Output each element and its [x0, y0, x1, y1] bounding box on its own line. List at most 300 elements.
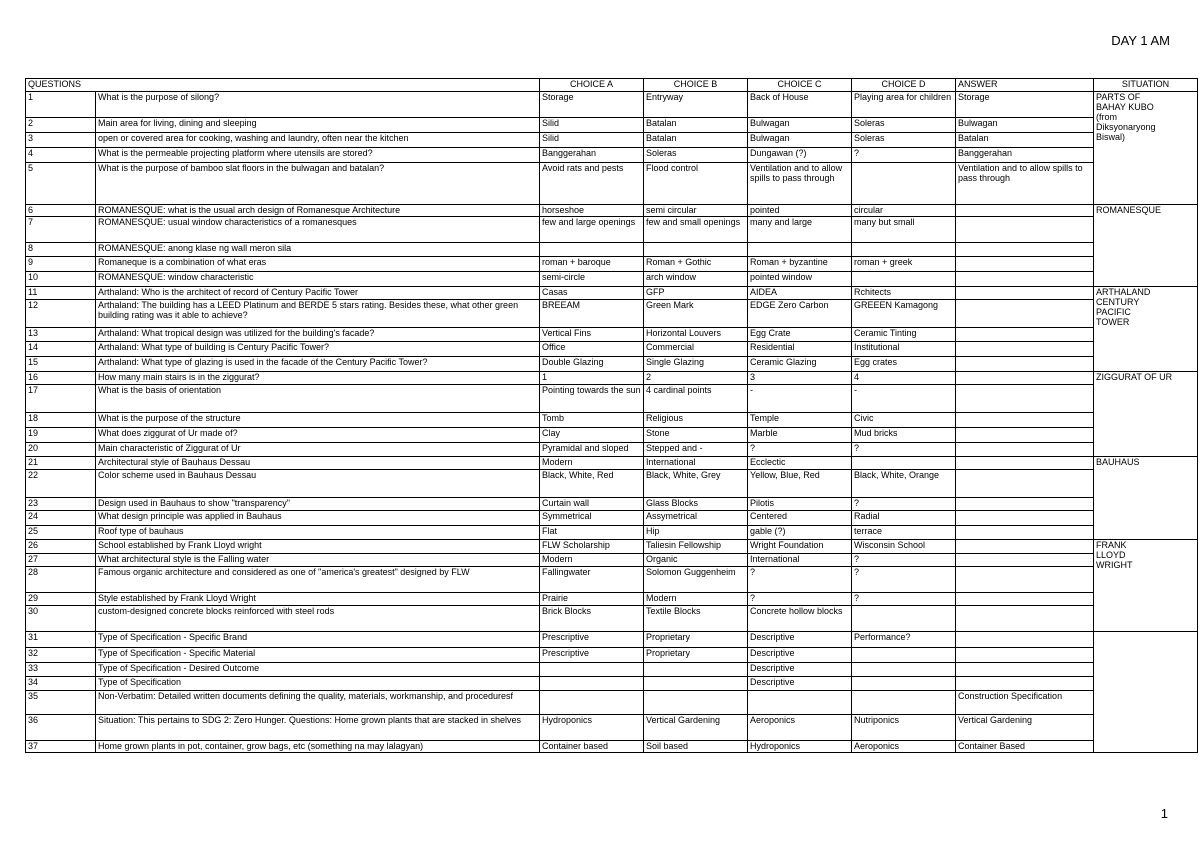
- choice-d-cell: circular: [852, 205, 956, 217]
- answer-cell: [956, 457, 1094, 470]
- choice-b-cell: Stepped and -: [644, 443, 748, 457]
- choice-a-cell: BREEAM: [540, 300, 644, 328]
- choice-b-cell: Entryway: [644, 92, 748, 118]
- choice-b-cell: Glass Blocks: [644, 498, 748, 511]
- answer-cell: [956, 593, 1094, 606]
- table-row: [26, 372, 1198, 385]
- table-row: [26, 593, 1198, 606]
- choice-a-cell: [540, 243, 644, 257]
- situation-line: Diksyonaryong: [1096, 122, 1156, 133]
- question-number: 17: [26, 385, 96, 413]
- question-number: 1: [26, 92, 96, 118]
- choice-d-cell: ?: [852, 567, 956, 593]
- question-text: Type of Specification - Specific Material: [96, 648, 540, 663]
- situation-line: CENTURY: [1096, 297, 1140, 308]
- choice-a-cell: [540, 663, 644, 677]
- situation-line: WRIGHT: [1096, 560, 1133, 571]
- choice-c-cell: Bulwagan: [748, 133, 852, 148]
- answer-cell: [956, 328, 1094, 342]
- choice-a-cell: Modern: [540, 457, 644, 470]
- choice-a-cell: Silid: [540, 118, 644, 133]
- choice-d-cell: Mud bricks: [852, 428, 956, 443]
- choice-a-cell: Curtain wall: [540, 498, 644, 511]
- choice-b-cell: Single Glazing: [644, 357, 748, 372]
- choice-c-cell: gable (?): [748, 526, 852, 540]
- answer-cell: Batalan: [956, 133, 1094, 148]
- question-number: 23: [26, 498, 96, 511]
- answer-cell: [956, 470, 1094, 498]
- table-row: [26, 443, 1198, 457]
- answer-cell: [956, 648, 1094, 663]
- answer-cell: Banggerahan: [956, 148, 1094, 163]
- choice-a-cell: Vertical Fins: [540, 328, 644, 342]
- header-choice-c: CHOICE C: [748, 79, 852, 92]
- choice-d-cell: [852, 663, 956, 677]
- table-row: [26, 632, 1198, 648]
- choice-c-cell: Yellow, Blue, Red: [748, 470, 852, 498]
- choice-a-cell: Banggerahan: [540, 148, 644, 163]
- choice-a-cell: Office: [540, 342, 644, 357]
- question-text: What is the basis of orientation: [96, 385, 540, 413]
- question-number: 9: [26, 257, 96, 272]
- answer-cell: [956, 540, 1094, 554]
- answer-cell: [956, 606, 1094, 632]
- question-text: What is the permeable projecting platform where utensils are stored?: [96, 148, 540, 163]
- question-text: Non-Verbatim: Detailed written documents defining the quality, materials, workmanship, and proceduresf: [96, 691, 540, 715]
- question-number: 32: [26, 648, 96, 663]
- choice-a-cell: Modern: [540, 554, 644, 567]
- question-number: 11: [26, 287, 96, 300]
- situation-bauhaus: [1094, 457, 1198, 540]
- answer-cell: Vertical Gardening: [956, 715, 1094, 741]
- choice-c-cell: Descriptive: [748, 663, 852, 677]
- answer-cell: [956, 413, 1094, 428]
- answer-cell: [956, 554, 1094, 567]
- question-number: 18: [26, 413, 96, 428]
- choice-d-cell: -: [852, 385, 956, 413]
- question-text: Arthaland: The building has a LEED Platinum and BERDE 5 stars rating. Besides these, what other green building rating was it able to achieve?: [96, 300, 540, 328]
- choice-b-cell: Stone: [644, 428, 748, 443]
- situation-line: ROMANESQUE: [1096, 205, 1162, 215]
- question-text: What is the purpose of bamboo slat floors in the bulwagan and batalan?: [96, 163, 540, 205]
- situation-line: ARTHALAND: [1096, 287, 1151, 297]
- question-number: 16: [26, 372, 96, 385]
- situation-romanesque: [1094, 205, 1198, 287]
- table-row: [26, 148, 1198, 163]
- situation-line: BAHAY KUBO: [1096, 102, 1154, 113]
- choice-d-cell: Rchitects: [852, 287, 956, 300]
- answer-cell: [956, 217, 1094, 243]
- choice-a-cell: Prescriptive: [540, 648, 644, 663]
- table-row: [26, 457, 1198, 470]
- choice-d-cell: Wisconsin School: [852, 540, 956, 554]
- question-number: 6: [26, 205, 96, 217]
- choice-a-cell: Hydroponics: [540, 715, 644, 741]
- choice-d-cell: ?: [852, 148, 956, 163]
- question-number: 34: [26, 677, 96, 691]
- question-text: Color scheme used in Bauhaus Dessau: [96, 470, 540, 498]
- page-number: 1: [1160, 806, 1168, 821]
- answer-cell: [956, 663, 1094, 677]
- answer-cell: Ventilation and to allow spills to pass through: [956, 163, 1094, 205]
- choice-d-cell: [852, 272, 956, 287]
- choice-a-cell: Double Glazing: [540, 357, 644, 372]
- question-text: Main characteristic of Ziggurat of Ur: [96, 443, 540, 457]
- choice-c-cell: pointed window: [748, 272, 852, 287]
- choice-d-cell: [852, 606, 956, 632]
- choice-b-cell: [644, 663, 748, 677]
- question-text: ROMANESQUE: window characteristic: [96, 272, 540, 287]
- header-situation: SITUATION: [1094, 79, 1198, 92]
- header-choice-a: CHOICE A: [540, 79, 644, 92]
- choice-c-cell: [748, 243, 852, 257]
- question-number: 4: [26, 148, 96, 163]
- choice-b-cell: Modern: [644, 593, 748, 606]
- choice-a-cell: horseshoe: [540, 205, 644, 217]
- choice-d-cell: Performance?: [852, 632, 956, 648]
- table-row: [26, 287, 1198, 300]
- choice-b-cell: Batalan: [644, 118, 748, 133]
- choice-b-cell: Taliesin Fellowship: [644, 540, 748, 554]
- table-row: [26, 691, 1198, 715]
- question-number: 25: [26, 526, 96, 540]
- choice-b-cell: Proprietary: [644, 632, 748, 648]
- question-number: 12: [26, 300, 96, 328]
- choice-a-cell: Storage: [540, 92, 644, 118]
- choice-b-cell: Green Mark: [644, 300, 748, 328]
- answer-cell: Storage: [956, 92, 1094, 118]
- choice-a-cell: Casas: [540, 287, 644, 300]
- choice-b-cell: Religious: [644, 413, 748, 428]
- choice-d-cell: [852, 677, 956, 691]
- choice-d-cell: Institutional: [852, 342, 956, 357]
- choice-c-cell: Ceramic Glazing: [748, 357, 852, 372]
- table-row: [26, 428, 1198, 443]
- question-number: 37: [26, 741, 96, 753]
- situation-line: LLOYD: [1096, 550, 1126, 561]
- choice-c-cell: Descriptive: [748, 677, 852, 691]
- table-row: [26, 118, 1198, 133]
- answer-cell: [956, 272, 1094, 287]
- situation-line: BAUHAUS: [1096, 457, 1140, 467]
- choice-c-cell: EDGE Zero Carbon: [748, 300, 852, 328]
- question-text: Situation: This pertains to SDG 2: Zero Hunger. Questions: Home grown plants that are stacked in shelves: [96, 715, 540, 741]
- choice-a-cell: Prescriptive: [540, 632, 644, 648]
- choice-c-cell: Temple: [748, 413, 852, 428]
- questions-table: [25, 78, 1198, 753]
- answer-cell: Bulwagan: [956, 118, 1094, 133]
- choice-c-cell: pointed: [748, 205, 852, 217]
- choice-a-cell: Black, White, Red: [540, 470, 644, 498]
- choice-c-cell: Bulwagan: [748, 118, 852, 133]
- choice-b-cell: Textile Blocks: [644, 606, 748, 632]
- choice-b-cell: [644, 243, 748, 257]
- choice-c-cell: Ecclectic: [748, 457, 852, 470]
- question-text: What is the purpose of silong?: [96, 92, 540, 118]
- situation-line: ZIGGURAT OF UR: [1096, 372, 1173, 382]
- choice-a-cell: Avoid rats and pests: [540, 163, 644, 205]
- choice-b-cell: semi circular: [644, 205, 748, 217]
- choice-b-cell: Black, White, Grey: [644, 470, 748, 498]
- question-number: 21: [26, 457, 96, 470]
- choice-d-cell: roman + greek: [852, 257, 956, 272]
- table-row: [26, 243, 1198, 257]
- answer-cell: Construction Specification: [956, 691, 1094, 715]
- question-number: 8: [26, 243, 96, 257]
- choice-b-cell: Soleras: [644, 148, 748, 163]
- table-row: [26, 357, 1198, 372]
- choice-c-cell: Centered: [748, 511, 852, 526]
- choice-d-cell: Soleras: [852, 118, 956, 133]
- choice-d-cell: Radial: [852, 511, 956, 526]
- choice-b-cell: few and small openings: [644, 217, 748, 243]
- question-number: 26: [26, 540, 96, 554]
- question-text: How many main stairs is in the ziggurat?: [96, 372, 540, 385]
- question-text: Type of Specification - Specific Brand: [96, 632, 540, 648]
- table-row: [26, 663, 1198, 677]
- question-text: Architectural style of Bauhaus Dessau: [96, 457, 540, 470]
- question-number: 20: [26, 443, 96, 457]
- table-row: [26, 715, 1198, 741]
- choice-d-cell: Playing area for children: [852, 92, 956, 118]
- choice-b-cell: Flood control: [644, 163, 748, 205]
- choice-c-cell: [748, 691, 852, 715]
- situation-line: (from: [1096, 112, 1118, 123]
- answer-cell: [956, 526, 1094, 540]
- situation-ziggurat: [1094, 372, 1198, 457]
- table-row: [26, 300, 1198, 328]
- table-row: [26, 470, 1198, 498]
- answer-cell: [956, 357, 1094, 372]
- question-number: 24: [26, 511, 96, 526]
- situation-arthaland: [1094, 287, 1198, 372]
- question-text: Design used in Bauhaus to show "transparency": [96, 498, 540, 511]
- choice-d-cell: Ceramic Tinting: [852, 328, 956, 342]
- choice-d-cell: Black, White, Orange: [852, 470, 956, 498]
- question-text: Roof type of bauhaus: [96, 526, 540, 540]
- question-text: What is the purpose of the structure: [96, 413, 540, 428]
- question-text: Arthaland: What type of building is Century Pacific Tower?: [96, 342, 540, 357]
- header-choice-d: CHOICE D: [852, 79, 956, 92]
- choice-a-cell: Prairie: [540, 593, 644, 606]
- choice-b-cell: Organic: [644, 554, 748, 567]
- table-row: [26, 205, 1198, 217]
- choice-a-cell: Fallingwater: [540, 567, 644, 593]
- question-number: 22: [26, 470, 96, 498]
- answer-cell: [956, 677, 1094, 691]
- situation-line: FRANK: [1096, 540, 1127, 550]
- choice-c-cell: ?: [748, 443, 852, 457]
- question-number: 31: [26, 632, 96, 648]
- table-row: [26, 328, 1198, 342]
- question-number: 2: [26, 118, 96, 133]
- table-row: [26, 413, 1198, 428]
- table-row: [26, 133, 1198, 148]
- table-row: [26, 342, 1198, 357]
- answer-cell: [956, 428, 1094, 443]
- choice-a-cell: Pointing towards the sun: [540, 385, 644, 413]
- question-text: Romaneque is a combination of what eras: [96, 257, 540, 272]
- answer-cell: [956, 257, 1094, 272]
- choice-a-cell: Silid: [540, 133, 644, 148]
- choice-a-cell: Pyramidal and sloped: [540, 443, 644, 457]
- situation-specification: [1094, 632, 1198, 753]
- header-questions: QUESTIONS: [26, 79, 540, 92]
- choice-c-cell: Roman + byzantine: [748, 257, 852, 272]
- answer-cell: Container Based: [956, 741, 1094, 753]
- choice-c-cell: International: [748, 554, 852, 567]
- choice-b-cell: International: [644, 457, 748, 470]
- choice-d-cell: [852, 243, 956, 257]
- situation-line: PACIFIC: [1096, 307, 1131, 318]
- question-number: 30: [26, 606, 96, 632]
- choice-d-cell: 4: [852, 372, 956, 385]
- choice-a-cell: 1: [540, 372, 644, 385]
- question-text: Arthaland: What tropical design was utilized for the building's facade?: [96, 328, 540, 342]
- table-row: [26, 163, 1198, 205]
- table-row: [26, 511, 1198, 526]
- question-number: 36: [26, 715, 96, 741]
- question-number: 27: [26, 554, 96, 567]
- choice-c-cell: Descriptive: [748, 648, 852, 663]
- header-choice-b: CHOICE B: [644, 79, 748, 92]
- question-number: 10: [26, 272, 96, 287]
- choice-b-cell: 4 cardinal points: [644, 385, 748, 413]
- choice-b-cell: Vertical Gardening: [644, 715, 748, 741]
- table-row: [26, 217, 1198, 243]
- choice-d-cell: ?: [852, 443, 956, 457]
- choice-b-cell: 2: [644, 372, 748, 385]
- situation-line: Biswal): [1096, 132, 1126, 143]
- choice-b-cell: Solomon Guggenheim: [644, 567, 748, 593]
- choice-d-cell: Soleras: [852, 133, 956, 148]
- choice-b-cell: [644, 677, 748, 691]
- choice-c-cell: -: [748, 385, 852, 413]
- question-number: 35: [26, 691, 96, 715]
- choice-c-cell: Pilotis: [748, 498, 852, 511]
- choice-b-cell: Hip: [644, 526, 748, 540]
- question-text: Famous organic architecture and considered as one of "america's greatest" designed by FLW: [96, 567, 540, 593]
- table-row: [26, 385, 1198, 413]
- choice-c-cell: Marble: [748, 428, 852, 443]
- situation-line: PARTS OF: [1096, 92, 1141, 102]
- table-row: [26, 554, 1198, 567]
- choice-d-cell: [852, 457, 956, 470]
- choice-d-cell: Nutriponics: [852, 715, 956, 741]
- choice-b-cell: Assymetrical: [644, 511, 748, 526]
- question-number: 5: [26, 163, 96, 205]
- choice-a-cell: Clay: [540, 428, 644, 443]
- answer-cell: [956, 511, 1094, 526]
- choice-d-cell: GREEEN Kamagong: [852, 300, 956, 328]
- table-row: [26, 677, 1198, 691]
- table-row: [26, 540, 1198, 554]
- question-text: Type of Specification - Desired Outcome: [96, 663, 540, 677]
- table-row: [26, 257, 1198, 272]
- situation-line: TOWER: [1096, 317, 1130, 328]
- question-text: What architectural style is the Falling water: [96, 554, 540, 567]
- answer-cell: [956, 287, 1094, 300]
- choice-a-cell: Tomb: [540, 413, 644, 428]
- question-text: open or covered area for cooking, washing and laundry, often near the kitchen: [96, 133, 540, 148]
- question-text: Main area for living, dining and sleeping: [96, 118, 540, 133]
- choice-a-cell: semi-circle: [540, 272, 644, 287]
- answer-cell: [956, 498, 1094, 511]
- question-text: School established by Frank Lloyd wright: [96, 540, 540, 554]
- table-row: [26, 498, 1198, 511]
- choice-c-cell: Dungawan (?): [748, 148, 852, 163]
- question-number: 15: [26, 357, 96, 372]
- question-text: Style established by Frank Lloyd Wright: [96, 593, 540, 606]
- question-text: What does ziggurat of Ur made of?: [96, 428, 540, 443]
- question-number: 19: [26, 428, 96, 443]
- table-row: [26, 648, 1198, 663]
- table-row: [26, 741, 1198, 753]
- choice-d-cell: Egg crates: [852, 357, 956, 372]
- choice-a-cell: few and large openings: [540, 217, 644, 243]
- answer-cell: [956, 385, 1094, 413]
- table-row: [26, 92, 1198, 118]
- choice-c-cell: Descriptive: [748, 632, 852, 648]
- answer-cell: [956, 243, 1094, 257]
- choice-c-cell: Concrete hollow blocks: [748, 606, 852, 632]
- choice-d-cell: [852, 163, 956, 205]
- choice-b-cell: Commercial: [644, 342, 748, 357]
- table-row: [26, 567, 1198, 593]
- choice-c-cell: Ventilation and to allow spills to pass through: [748, 163, 852, 205]
- choice-d-cell: ?: [852, 554, 956, 567]
- question-text: Arthaland: What type of glazing is used in the facade of the Century Pacific Tower?: [96, 357, 540, 372]
- question-text: Type of Specification: [96, 677, 540, 691]
- choice-c-cell: ?: [748, 567, 852, 593]
- choice-d-cell: [852, 648, 956, 663]
- choice-d-cell: many but small: [852, 217, 956, 243]
- question-text: Home grown plants in pot, container, grow bags, etc (something na may lalagyan): [96, 741, 540, 753]
- choice-b-cell: GFP: [644, 287, 748, 300]
- question-number: 7: [26, 217, 96, 243]
- choice-a-cell: Container based: [540, 741, 644, 753]
- choice-b-cell: Proprietary: [644, 648, 748, 663]
- day-label: DAY 1 AM: [1111, 33, 1170, 48]
- header-answer: ANSWER: [956, 79, 1094, 92]
- question-number: 13: [26, 328, 96, 342]
- choice-c-cell: Wright Foundation: [748, 540, 852, 554]
- answer-cell: [956, 632, 1094, 648]
- choice-a-cell: FLW Scholarship: [540, 540, 644, 554]
- answer-cell: [956, 205, 1094, 217]
- choice-c-cell: ?: [748, 593, 852, 606]
- choice-d-cell: Aeroponics: [852, 741, 956, 753]
- choice-d-cell: ?: [852, 593, 956, 606]
- question-number: 29: [26, 593, 96, 606]
- table-row: [26, 272, 1198, 287]
- question-number: 33: [26, 663, 96, 677]
- situation-frank-lloyd-wright: [1094, 540, 1198, 632]
- choice-b-cell: Horizontal Louvers: [644, 328, 748, 342]
- question-text: custom-designed concrete blocks reinforced with steel rods: [96, 606, 540, 632]
- choice-c-cell: AIDEA: [748, 287, 852, 300]
- answer-cell: [956, 567, 1094, 593]
- question-text: Arthaland: Who is the architect of record of Century Pacific Tower: [96, 287, 540, 300]
- choice-a-cell: [540, 677, 644, 691]
- question-number: 14: [26, 342, 96, 357]
- choice-c-cell: many and large: [748, 217, 852, 243]
- choice-c-cell: Back of House: [748, 92, 852, 118]
- choice-c-cell: 3: [748, 372, 852, 385]
- choice-b-cell: Batalan: [644, 133, 748, 148]
- choice-b-cell: arch window: [644, 272, 748, 287]
- choice-a-cell: Symmetrical: [540, 511, 644, 526]
